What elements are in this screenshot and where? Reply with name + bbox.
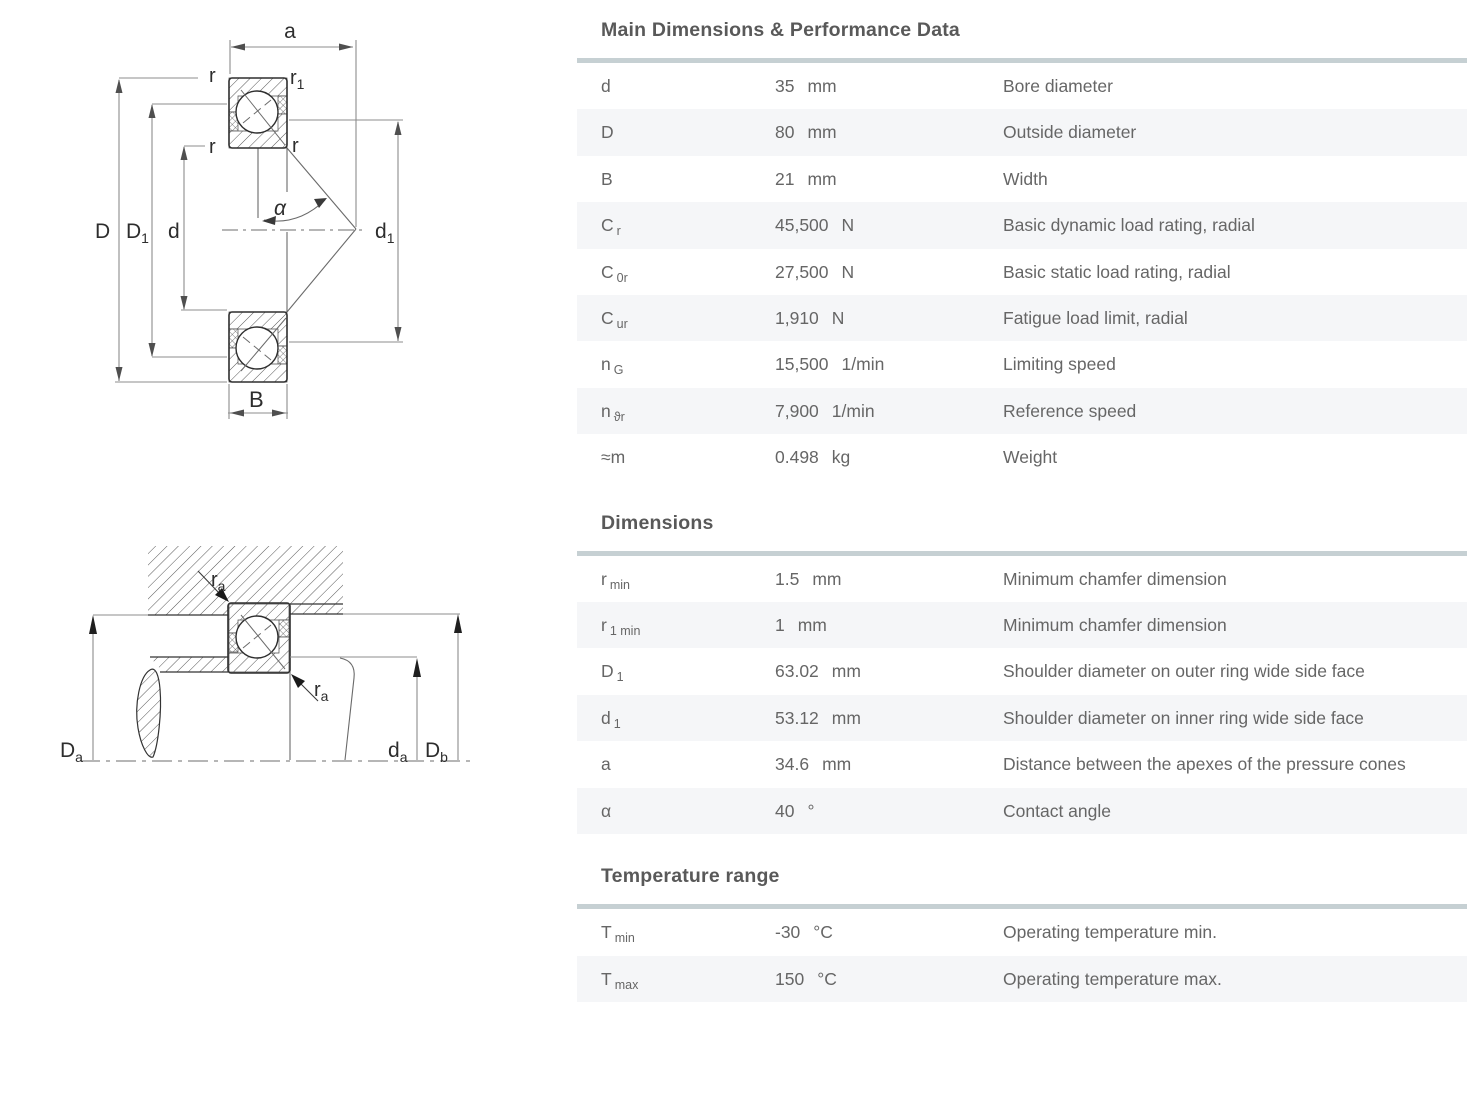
table-row (577, 648, 1467, 694)
row-symbol: B (601, 168, 613, 189)
shaft-fillet (137, 669, 161, 757)
table-row (577, 956, 1467, 1002)
row-description: Operating temperature max. (1003, 968, 1222, 989)
label-r-top: r (209, 65, 216, 87)
label-Db: $D_b$ (425, 739, 448, 765)
label-r1: $r_1$ (290, 67, 305, 92)
row-description: Shoulder diameter on inner ring wide side face (1003, 707, 1364, 728)
row-value: 53.12 mm (775, 707, 861, 728)
shaft-shoulder-hatch (150, 657, 228, 672)
row-value: 15,500 1/min (775, 354, 885, 375)
table-row (577, 388, 1467, 434)
table-row (577, 434, 1467, 480)
table-row (577, 741, 1467, 787)
label-B: B (249, 387, 264, 412)
row-description: Basic dynamic load rating, radial (1003, 215, 1255, 236)
mounting-view-diagram (60, 546, 470, 765)
row-description: Operating temperature min. (1003, 922, 1217, 943)
row-symbol: n $_{ϑr}$ (601, 400, 625, 424)
label-da: $d_a$ (388, 739, 408, 765)
row-value: 40 ° (775, 800, 815, 821)
table-row (577, 556, 1467, 602)
bearing-section-bottom (229, 312, 287, 382)
row-symbol: r $_{min}$ (601, 568, 630, 592)
table-row (577, 909, 1467, 955)
table-row (577, 341, 1467, 387)
row-symbol: d (601, 76, 611, 96)
section-dimensions (577, 512, 1467, 834)
row-description: Outside diameter (1003, 122, 1137, 143)
row-value: 150 °C (775, 968, 837, 989)
row-symbol: n $_G$ (601, 354, 624, 378)
row-symbol: D (601, 122, 614, 143)
row-value: 35 mm (775, 76, 837, 96)
label-r-left: r (209, 136, 216, 158)
label-D: D (95, 220, 111, 243)
row-description: Weight (1003, 447, 1058, 468)
row-description: Minimum chamfer dimension (1003, 568, 1227, 589)
row-description: Reference speed (1003, 400, 1137, 421)
label-ra-top: $r_a$ (211, 569, 226, 594)
row-description: Basic static load rating, radial (1003, 261, 1231, 282)
row-symbol: α (601, 800, 612, 821)
label-D1: $D_1$ (126, 220, 149, 246)
label-a: a (284, 20, 296, 43)
row-description: Minimum chamfer dimension (1003, 615, 1227, 636)
table-row (577, 295, 1467, 341)
row-symbol: D $_1$ (601, 661, 624, 685)
row-value: 27,500 N (775, 261, 855, 282)
row-description: Limiting speed (1003, 354, 1116, 375)
row-symbol: T $_{min}$ (601, 922, 635, 946)
label-d1: $d_1$ (375, 220, 395, 246)
section-title: Temperature range (601, 865, 780, 888)
table-row (577, 249, 1467, 295)
contact-angle-arrows (262, 198, 327, 225)
table-row (577, 695, 1467, 741)
section-temperature-range (577, 865, 1467, 1002)
label-d: d (168, 220, 180, 243)
row-value: 21 mm (775, 168, 837, 189)
row-value: 63.02 mm (775, 661, 861, 682)
table-row (577, 109, 1467, 155)
section-title: Dimensions (601, 511, 714, 534)
table-row (577, 63, 1467, 109)
row-value: 34.6 mm (775, 754, 852, 775)
label-alpha: α (274, 197, 286, 220)
row-description: Distance between the apexes of the pressure cones (1003, 754, 1406, 775)
row-description: Contact angle (1003, 800, 1111, 821)
table-row (577, 602, 1467, 648)
table-rows (577, 909, 1467, 1002)
datasheet-panel (577, 0, 1467, 1002)
shaft-right-shoulder (290, 658, 354, 760)
row-value: 1.5 mm (775, 568, 842, 589)
section-main-dimensions (577, 0, 1467, 481)
row-symbol: C $_{ur}$ (601, 308, 628, 332)
table-rows (577, 556, 1467, 834)
bearing-drawings (0, 0, 560, 1102)
row-symbol: C $_r$ (601, 215, 621, 239)
label-r-right: r (292, 135, 299, 157)
row-description: Bore diameter (1003, 76, 1113, 96)
row-description: Width (1003, 168, 1048, 189)
row-symbol: C $_{0r}$ (601, 261, 628, 285)
row-value: 1 mm (775, 615, 827, 636)
label-ra-bottom: $r_a$ (314, 679, 329, 704)
label-Da: $D_a$ (60, 739, 83, 765)
table-rows (577, 63, 1467, 481)
section-view-diagram (95, 20, 403, 419)
row-description: Fatigue load limit, radial (1003, 308, 1188, 329)
section-title: Main Dimensions & Performance Data (601, 19, 960, 41)
row-symbol: d $_1$ (601, 707, 621, 731)
row-value: 1,910 N (775, 308, 845, 329)
row-value: 7,900 1/min (775, 400, 875, 421)
row-value: 45,500 N (775, 215, 855, 236)
row-symbol: ≈m (601, 447, 626, 468)
row-symbol: a (601, 754, 611, 775)
row-description: Shoulder diameter on outer ring wide side face (1003, 661, 1365, 682)
row-value: 80 mm (775, 122, 837, 143)
row-symbol: T $_{max}$ (601, 968, 639, 992)
table-row (577, 156, 1467, 202)
row-value: -30 °C (775, 922, 833, 943)
row-symbol: r $_{1 min}$ (601, 615, 641, 639)
bearing-section-top (229, 78, 287, 148)
mounted-bearing (228, 603, 290, 673)
row-value: 0.498 kg (775, 447, 851, 468)
table-row (577, 202, 1467, 248)
table-row (577, 788, 1467, 834)
